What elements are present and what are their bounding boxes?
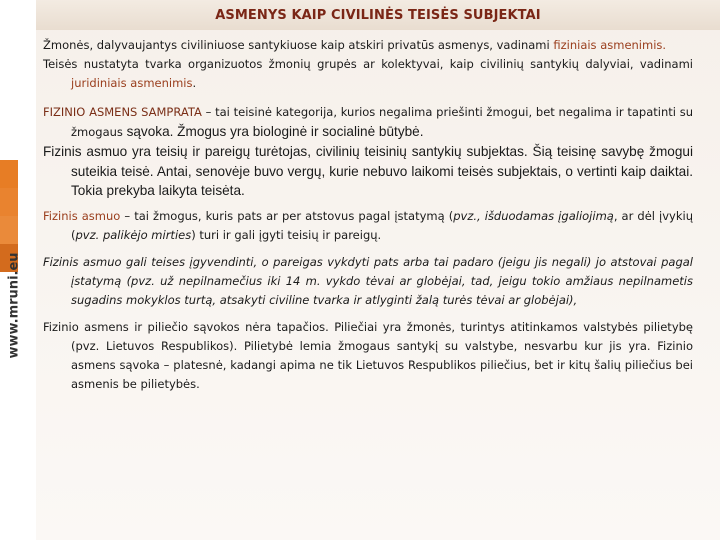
heading-concept: FIZINIO ASMENS SAMPRATA — [43, 105, 202, 119]
paragraph-citizenship: Fizinio asmens ir piliečio sąvokos nėra tapačios. Piliečiai yra žmonės, turintys atitinkamos valstybės pilietybę (pvz. Lietuvos Respublikos). Pilietybė lemia žmogaus santykį su valstybe, nesvarbu kur jis yra. Fizinio asmens sąvoka – platesnė, kadangi apima ne tik Lietuvos Respublikos piliečius, bet ir kitų šalių piliečius bei asmenis be pilietybės. — [43, 319, 693, 391]
logo-block — [0, 216, 18, 244]
side-url-text: www.mruni.eu — [6, 251, 22, 359]
term-natural-person: Fizinis asmuo — [43, 208, 121, 223]
paragraph-definition: Fizinis asmuo – tai žmogus, kuris pats ar per atstovus pagal įstatymą (pvz., išduodamas įgaliojimą, ar dėl įvykių (pvz. palikėjo mirties) turi ir gali įgyti teisių ir pareigų. — [43, 208, 693, 242]
side-url — [4, 250, 24, 360]
paragraph-rights-holder: Fizinis asmuo yra teisių ir pareigų turėtojas, civilinių teisinių santykių subjektas. Šią teisinę savybę žmogui suteikia teisė. Antai, senovėje buvo vergų, kurie nebuvo laikomi teisės subjektais, o vertinti kaip daiktai. Tokia prekyba laikyta teisėta. — [43, 144, 693, 198]
page-title: ASMENYS KAIP CIVILINĖS TEISĖS SUBJEKTAI — [36, 0, 720, 30]
paragraph-concept: FIZINIO ASMENS SAMPRATA – tai teisinė kategorija, kurios negalima priešinti žmogui, bet negalima ir tapatinti su žmogaus sąvoka. Žmogus yra biologinė ir socialinė būtybė. — [43, 105, 693, 139]
logo-block — [0, 188, 18, 216]
paragraph-representatives: Fizinis asmuo gali teises įgyvendinti, o pareigas vykdyti pats arba tai padaro (jeigu jis negali) jo atstovai pagal įstatymą (pvz. už nepilnamečius iki 14 m. vykdo tėvai ar globėjai, tad, jeigu tokio amžiaus nepilnametis sugadins mokyklos turtą, atsakyti civiline tvarka ir atlyginti žalą turės tėvai ar globėjai), — [43, 254, 693, 307]
term-natural-persons: fiziniais asmenimis. — [553, 38, 667, 52]
logo-block — [0, 160, 18, 188]
slide-content — [43, 36, 693, 394]
term-legal-persons: juridiniais asmenimis — [71, 76, 193, 90]
paragraph-natural-persons: Žmonės, dalyvaujantys civiliniuose santykiuose kaip atskiri privatūs asmenys, vadinami fiziniais asmenimis. — [43, 38, 667, 52]
paragraph-legal-persons: Teisės nustatyta tvarka organizuotos žmonių grupės ar kolektyvai, kaip civilinių santykių dalyviai, vadinami juridiniais asmenimis. — [43, 57, 693, 90]
